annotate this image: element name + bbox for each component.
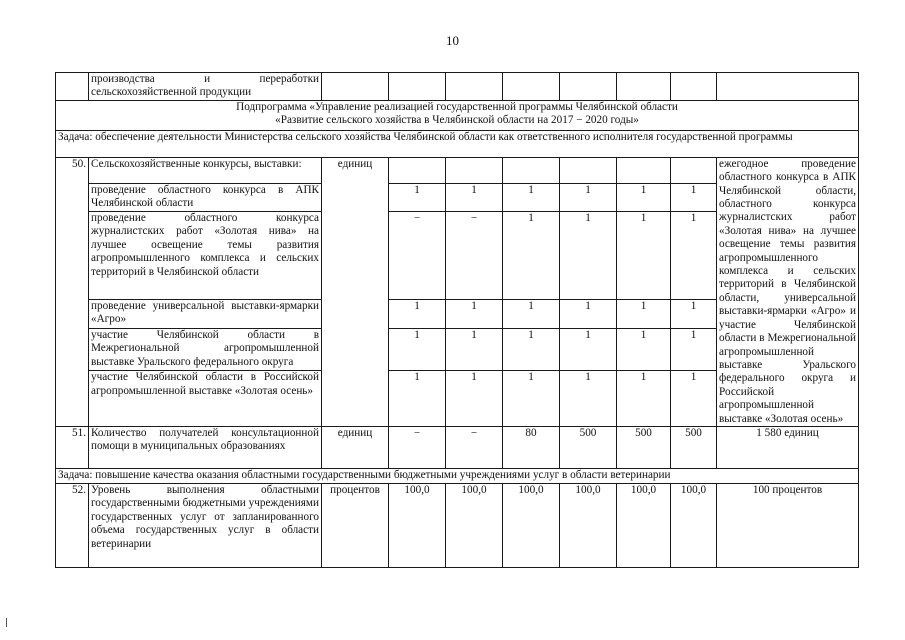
value-cell: 500 <box>617 426 671 468</box>
unit-cell: процентов <box>322 483 389 567</box>
unit-cell: единиц <box>322 157 389 426</box>
value-cell: 1 <box>503 371 560 427</box>
value-cell: − <box>389 212 446 300</box>
value-cell: 1 <box>560 212 617 300</box>
value-cell: 100,0 <box>446 483 503 567</box>
row-number-cell: 51. <box>56 426 89 468</box>
value-cell: 1 <box>617 212 671 300</box>
value-cell: 100,0 <box>560 483 617 567</box>
table-row <box>56 73 859 101</box>
value-cell: 1 <box>503 329 560 371</box>
value-cell: 1 <box>671 184 717 212</box>
table-row <box>56 483 859 567</box>
task-heading: Задача: обеспечение деятельности Министерства сельского хозяйства Челябинской области как ответственного исполнителя государственной программы <box>56 130 859 157</box>
value-cell: 1 <box>560 184 617 212</box>
value-cell: 1 <box>671 212 717 300</box>
value-cell: − <box>446 426 503 468</box>
page-number: 10 <box>446 33 459 48</box>
indicator-name-cell: Количество получателей консультационной помощи в муниципальных образованиях <box>89 426 322 468</box>
scan-margin-mark <box>6 618 7 627</box>
indicator-name-cell: проведение областного конкурса в АПК Челябинской области <box>89 184 322 212</box>
indicator-name-cell: Уровень выполнения областными государственными бюджетными учреждениями государственных услуг от запланированного объема государственных услуг в области ветеринарии <box>89 483 322 567</box>
value-cell: 100,0 <box>671 483 717 567</box>
value-cell: 1 <box>671 299 717 328</box>
subprogram-line-1: Подпрограмма «Управление реализацией государственной программы Челябинской области <box>236 100 678 113</box>
value-cell: 1 <box>446 329 503 371</box>
result-cell: ежегодное проведение областного конкурса в АПК Челябинской области, областного конкурса журналистских работ «Золотая нива» на лучшее освещение темы развития агропромышленного комплекса и сельских территорий в Челябинской области, универсальной выставки-ярмарки «Агро» и участие Челябинской области в Межрегиональной агропромышленной выставке Уральского федерального округа и Российской агропромышленной выставке «Золотая осень» <box>717 157 859 426</box>
table-row <box>56 157 859 183</box>
value-cell: 1 <box>671 329 717 371</box>
value-cell: 1 <box>560 371 617 427</box>
value-cell: 1 <box>503 184 560 212</box>
value-cell: 1 <box>617 329 671 371</box>
indicators-table <box>55 72 859 568</box>
value-cell: 1 <box>560 299 617 328</box>
value-cell: 1 <box>617 184 671 212</box>
value-cell: 1 <box>617 299 671 328</box>
task-row <box>56 130 859 157</box>
indicator-name-cell: проведение областного конкурса журналистских работ «Золотая нива» на лучшее освещение темы развития агропромышленного комплекса и сельских территорий в Челябинской области <box>89 212 322 300</box>
value-cell: 100,0 <box>617 483 671 567</box>
indicator-name-cell: производства и переработки сельскохозяйственной продукции <box>89 73 322 101</box>
result-cell: 1 580 единиц <box>717 426 859 468</box>
row-number-cell: 50. <box>56 157 89 426</box>
table-row <box>56 426 859 468</box>
row-number-cell <box>56 73 89 101</box>
value-cell: 1 <box>617 371 671 427</box>
value-cell: 1 <box>503 299 560 328</box>
value-cell: 1 <box>446 184 503 212</box>
value-cell: 500 <box>671 426 717 468</box>
value-cell: 1 <box>560 329 617 371</box>
value-cell: 1 <box>446 299 503 328</box>
indicator-name-cell: Сельскохозяйственные конкурсы, выставки: <box>89 157 322 183</box>
value-cell: 500 <box>560 426 617 468</box>
value-cell: 100,0 <box>503 483 560 567</box>
value-cell: 1 <box>389 184 446 212</box>
indicator-name-cell: участие Челябинской области в Межрегиональной агропромышленной выставке Уральского федерального округа <box>89 329 322 371</box>
result-cell: 100 процентов <box>717 483 859 567</box>
value-cell: 1 <box>389 371 446 427</box>
row-number-cell: 52. <box>56 483 89 567</box>
task-row <box>56 468 859 483</box>
subprogram-heading <box>56 100 859 130</box>
subprogram-line-2: «Развитие сельского хозяйства в Челябинской области на 2017 − 2020 годы» <box>275 114 639 127</box>
indicator-name-cell: участие Челябинской области в Российской агропромышленной выставке «Золотая осень» <box>89 371 322 427</box>
task-heading: Задача: повышение качества оказания областными государственными бюджетными учреждениями услуг в области ветеринарии <box>56 468 859 483</box>
value-cell: 1 <box>446 371 503 427</box>
value-cell: − <box>446 212 503 300</box>
unit-cell: единиц <box>322 426 389 468</box>
value-cell: 80 <box>503 426 560 468</box>
subprogram-row <box>56 100 859 130</box>
value-cell: 1 <box>503 212 560 300</box>
value-cell: 100,0 <box>389 483 446 567</box>
value-cell: 1 <box>389 299 446 328</box>
indicator-name-cell: проведение универсальной выставки-ярмарки «Агро» <box>89 299 322 328</box>
value-cell: − <box>389 426 446 468</box>
value-cell: 1 <box>671 371 717 427</box>
value-cell: 1 <box>389 329 446 371</box>
